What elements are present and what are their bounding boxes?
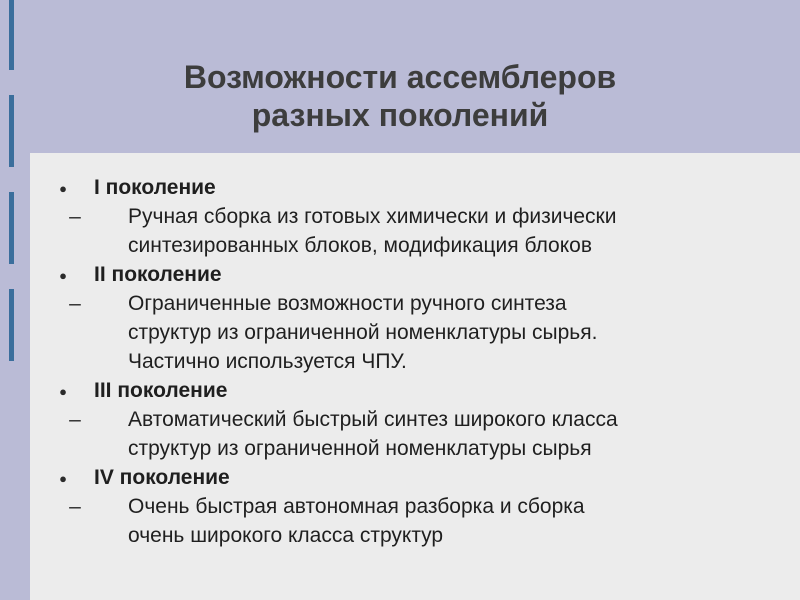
description-line: Очень быстрая автономная разборка и сборка <box>128 495 585 518</box>
generation-heading-row <box>30 260 800 289</box>
generation-list <box>30 173 800 550</box>
dash-icon: – <box>69 292 81 315</box>
description-line: структур из ограниченной номенклатуры сырья <box>128 437 592 460</box>
generation-description <box>30 405 800 463</box>
content-panel <box>30 153 800 600</box>
description-line: очень широкого класса структур <box>128 524 444 547</box>
description-line: Автоматический быстрый синтез широкого класса <box>128 408 618 431</box>
generation-heading: II поколение <box>94 263 222 286</box>
generation-heading-row <box>30 463 800 492</box>
left-accent-bar <box>9 289 14 361</box>
slide-title <box>0 58 800 134</box>
generation-item <box>30 463 800 550</box>
dash-icon: – <box>69 205 81 228</box>
bullet-icon: ● <box>59 181 67 196</box>
slide-title-line: Возможности ассемблеров <box>183 59 617 95</box>
generation-heading: IV поколение <box>94 466 230 489</box>
generation-item <box>30 260 800 376</box>
bullet-icon: ● <box>59 384 67 399</box>
generation-heading: I поколение <box>94 176 216 199</box>
dash-icon: – <box>69 408 81 431</box>
generation-heading-row <box>30 376 800 405</box>
description-line: Ручная сборка из готовых химически и физически <box>128 205 617 228</box>
generation-heading: III поколение <box>94 379 228 402</box>
bullet-icon: ● <box>59 471 67 486</box>
slide-title-line: разных поколений <box>251 97 549 133</box>
description-line: синтезированных блоков, модификация блоков <box>128 234 592 257</box>
description-line: Частично используется ЧПУ. <box>128 350 407 373</box>
generation-heading-row <box>30 173 800 202</box>
generation-item <box>30 376 800 463</box>
generation-description <box>30 492 800 550</box>
dash-icon: – <box>69 495 81 518</box>
bullet-icon: ● <box>59 268 67 283</box>
generation-description <box>30 289 800 376</box>
description-line: Ограниченные возможности ручного синтеза <box>128 292 567 315</box>
generation-description <box>30 202 800 260</box>
generation-item <box>30 173 800 260</box>
left-accent-bar <box>9 192 14 264</box>
description-line: структур из ограниченной номенклатуры сырья. <box>128 321 598 344</box>
